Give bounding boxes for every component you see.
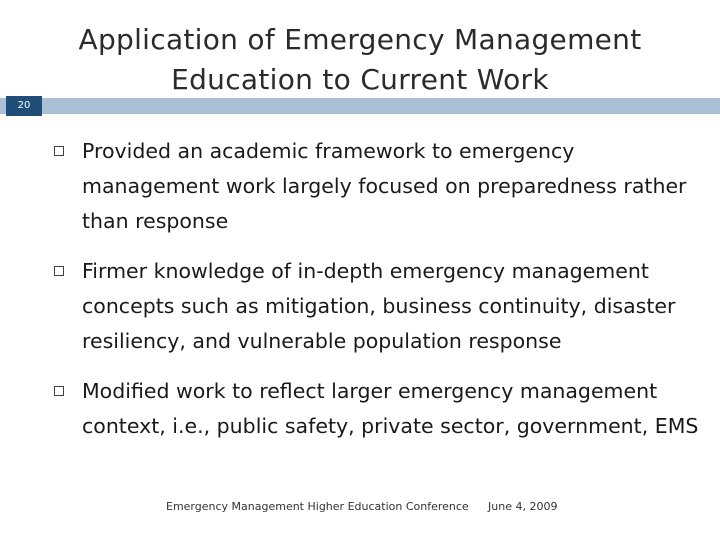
bullet-item-1 bbox=[48, 134, 712, 239]
bullet-list bbox=[48, 134, 712, 444]
hollow-square-bullet-icon bbox=[54, 266, 64, 276]
bullet-text-2: Firmer knowledge of in-depth emergency management concepts such as mitigation, business continuity, disaster resiliency, and vulnerable population response bbox=[82, 259, 676, 353]
bullet-text-3: Modified work to reflect larger emergency management context, i.e., public safety, private sector, government, EMS bbox=[82, 379, 699, 438]
bullet-item-2 bbox=[48, 254, 712, 359]
slide-title bbox=[40, 20, 680, 100]
slide-title-line-1: Application of Emergency Management bbox=[78, 23, 642, 56]
hollow-square-bullet-icon bbox=[54, 146, 64, 156]
bullet-text-1: Provided an academic framework to emergency management work largely focused on preparedness rather than response bbox=[82, 139, 687, 233]
hollow-square-bullet-icon bbox=[54, 386, 64, 396]
footer-conference: Emergency Management Higher Education Conference bbox=[166, 500, 469, 513]
bullet-item-3 bbox=[48, 374, 712, 444]
slide-title-line-2: Education to Current Work bbox=[171, 63, 549, 96]
footer-date: June 4, 2009 bbox=[488, 500, 558, 513]
title-divider-bar bbox=[0, 98, 720, 114]
slide-number-badge: 20 bbox=[6, 96, 42, 116]
